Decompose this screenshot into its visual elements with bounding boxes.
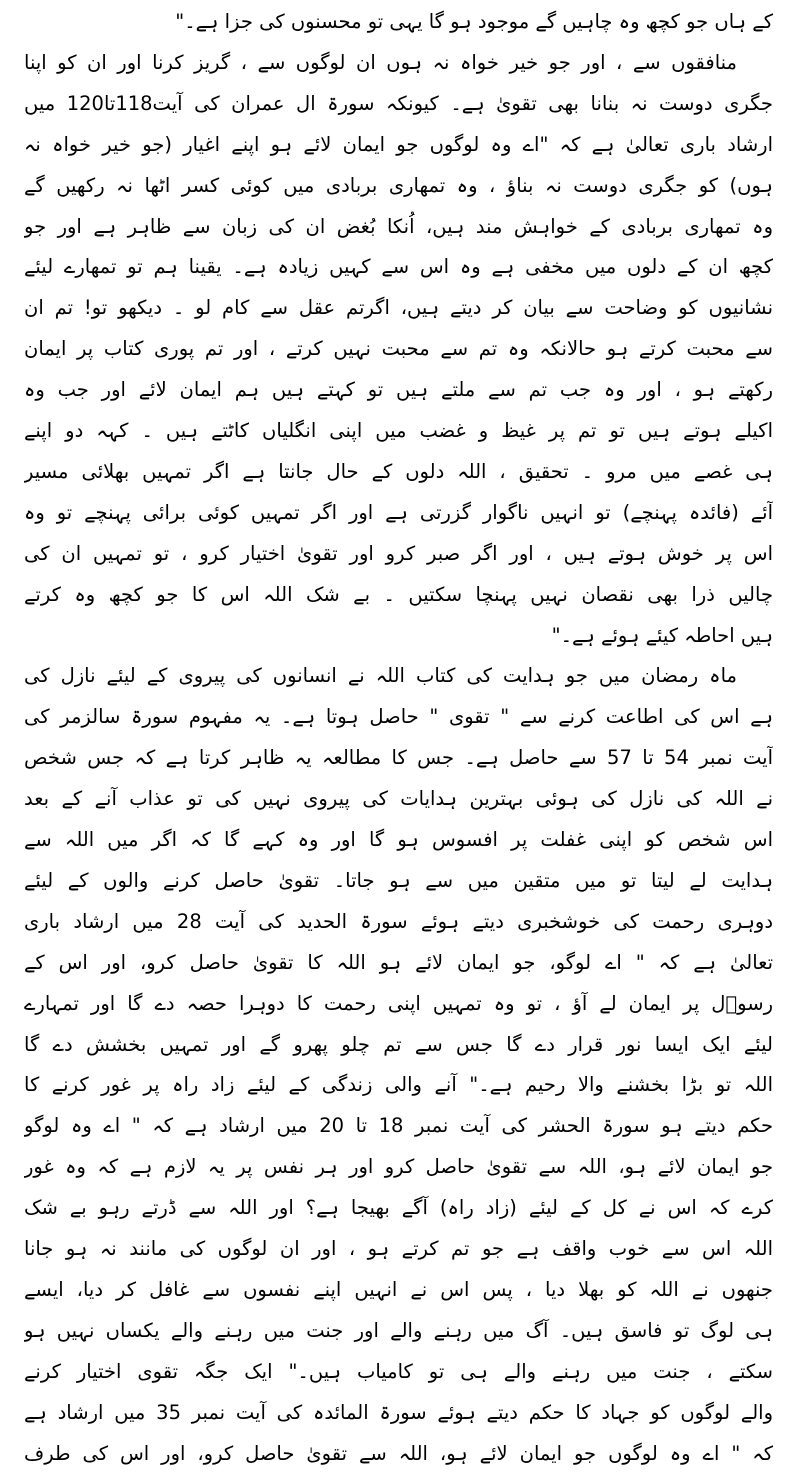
text-line: کرے کہ اس نے کل کے لیئے (زاد راہ) آگے بھیجا ہے؟ اور اللہ سے ڈرتے رہو بے شک: [24, 1196, 773, 1220]
text-line: اس پر خوش ہوتے ہیں ، اور اگر صبر کرو اور تقویٰ اختیار کرو ، تو تمہیں ان کی: [24, 541, 773, 565]
text-line: نشانیوں کو وضاحت سے بیان کر دیتے ہیں، اگرتم عقل سے کام لو ۔ دیکھو تو! تم ان: [24, 296, 773, 320]
text-line: کے ہاں جو کچھ وہ چاہیں گے موجود ہو گا یہی تو محسنوں کی جزا ہے۔": [175, 10, 773, 33]
text-line: ہوں) کو جگری دوست نہ بناؤ ، وہ تمھاری بربادی میں کوئی کسر اٹھا نہ رکھیں گے: [24, 173, 773, 197]
text-line: اللہ تو بڑا بخشنے والا رحیم ہے۔" آنے والی زندگی کے لیئے زاد راہ پر غور کرنے کا: [24, 1073, 773, 1097]
text-line: ہے اس کی اطاعت کرنے سے " تقوی " حاصل ہوتا ہے۔ یہ مفہوم سورۃ سالزمر کی: [24, 705, 773, 729]
text-line: کہ " اے وہ لوگوں جو ایمان لائے ہو، اللہ سے تقویٰ حاصل کرو، اور اس کی طرف: [24, 1441, 773, 1465]
text-line: نے اللہ کی نازل کی ہوئی بہترین ہدایات کی پیروی نہیں کی تو عذاب آنے کے بعد: [24, 787, 773, 811]
text-line: اللہ اس سے خوب واقف ہے جو تم کرتے ہو ، اور ان لوگوں کی مانند نہ ہو جانا: [24, 1237, 773, 1260]
text-line: ہی غصے میں مرو ۔ تحقیق ، اللہ دلوں کے حال جانتا ہے اگر تمہیں بھلائی مسیر: [24, 459, 773, 483]
text-line: اس شخص کو اپنی غفلت پر افسوس ہو گا اور وہ کہے گا کہ اگر میں اللہ سے: [24, 828, 773, 851]
text-line: تعالیٰ ہے کہ " اے لوگو، جو ایمان لائے ہو اللہ کا تقویٰ حاصل کرو، اور اس کے: [24, 950, 773, 974]
text-line: رسوؐل پر ایمان لے آؤ ، تو وہ تمہیں اپنی رحمت کا دوہرا حصہ دے گا اور تمہارے: [24, 991, 773, 1015]
text-line: سے محبت کرتے ہو حالانکہ وہ تم سے محبت نہیں کرتے ، اور تم پوری کتاب پر ایمان: [24, 337, 773, 361]
text-line: لیئے ایک ایسا نور قرار دے گا جس سے تم چلو پھرو گے اور تمہیں بخشش دے گا: [24, 1032, 773, 1056]
text-line: والے لوگوں کو جہاد کا حکم دیتے ہوئے سورۃ المائدہ کی آیت نمبر 35 میں ارشاد ہے: [24, 1400, 773, 1424]
text-line: وہ تمھاری بربادی کے خواہش مند ہیں، اُنکا بُغض ان کی زبان سے ظاہر ہے اور جو: [24, 214, 773, 238]
text-line: ہیں احاطہ کیئے ہوئے ہے۔": [551, 623, 773, 647]
text-line: جنھوں نے اللہ کو بھلا دیا ، پس اس نے انہیں اپنے نفسوں سے غافل کر دیا، ایسے: [24, 1277, 773, 1301]
text-line: حکم دیتے ہو سورۃ الحشر کی آیت نمبر 18 تا 20 میں ارشاد ہے کہ " اے وہ لوگو: [24, 1114, 773, 1138]
text-line: چالیں ذرا بھی نقصان نہیں پہنچا سکتیں ۔ بے شک اللہ اس کا جو کچھ وہ کرتے: [24, 582, 773, 606]
text-line: ماہ رمضان میں جو ہدایت کی کتاب اللہ نے انسانوں کی پیروی کے لیئے نازل کی: [24, 664, 737, 688]
text-line: سکتے ، جنت میں رہنے والے ہی تو کامیاب ہیں۔" ایک جگہ تقوی اختیار کرنے: [24, 1359, 773, 1383]
text-line: اکیلے ہوتے ہیں تو تم پر غیظ و غضب میں اپنی انگلیاں کاٹتے ہیں ۔ کہہ دو اپنے: [24, 419, 773, 442]
text-line: آئے (فائدہ پہنچے) تو انہیں ناگوار گزرتی ہے اور اگر تمہیں کوئی برائی پہنچے تو وہ: [24, 500, 773, 524]
text-line: رکھتے ہو ، اور وہ جب تم سے ملتے ہیں تو کہتے ہیں ہم ایمان لائے اور جب وہ: [24, 378, 773, 402]
text-line: آیت نمبر 54 تا 57 سے حاصل ہے۔ جس کا مطالعہ یہ ظاہر کرتا ہے کہ جس شخص: [24, 746, 773, 770]
text-line: جگری دوست نہ بنانا بھی تقویٰ ہے۔ کیونکہ سورۃ ال عمران کی آیت118تا120 میں: [24, 91, 773, 115]
text-line: ارشاد باری تعالیٰ ہے کہ "اے وہ لوگوں جو ایمان لائے ہو اپنے اغیار (جو خیر خواہ نہ: [24, 132, 773, 156]
text-line: ہی لوگ تو فاسق ہیں۔ آگ میں رہنے والے اور جنت میں رہنے والے یکساں نہیں ہو: [24, 1318, 773, 1342]
text-line: ہدایت لے لیتا تو میں متقین میں سے ہو جاتا۔ تقویٰ حاصل کرنے والوں کے لیئے: [24, 868, 773, 892]
text-line: منافقوں سے ، اور جو خیر خواہ نہ ہوں ان لوگوں سے ، گریز کرنا اور ان کو اپنا: [24, 50, 737, 74]
text-line: دوہری رحمت کی خوشخبری دیتے ہوئے سورۃ الحدید کی آیت 28 میں ارشاد باری: [24, 909, 773, 933]
text-line: جو ایمان لائے ہو، اللہ سے تقویٰ حاصل کرو اور ہر نفس پر یہ لازم ہے کہ وہ غور: [24, 1155, 773, 1179]
text-line: کچھ ان کے دلوں میں مخفی ہے وہ اس سے کہیں زیادہ ہے۔ یقینا ہم تو تمھارے لیئے: [24, 255, 773, 279]
